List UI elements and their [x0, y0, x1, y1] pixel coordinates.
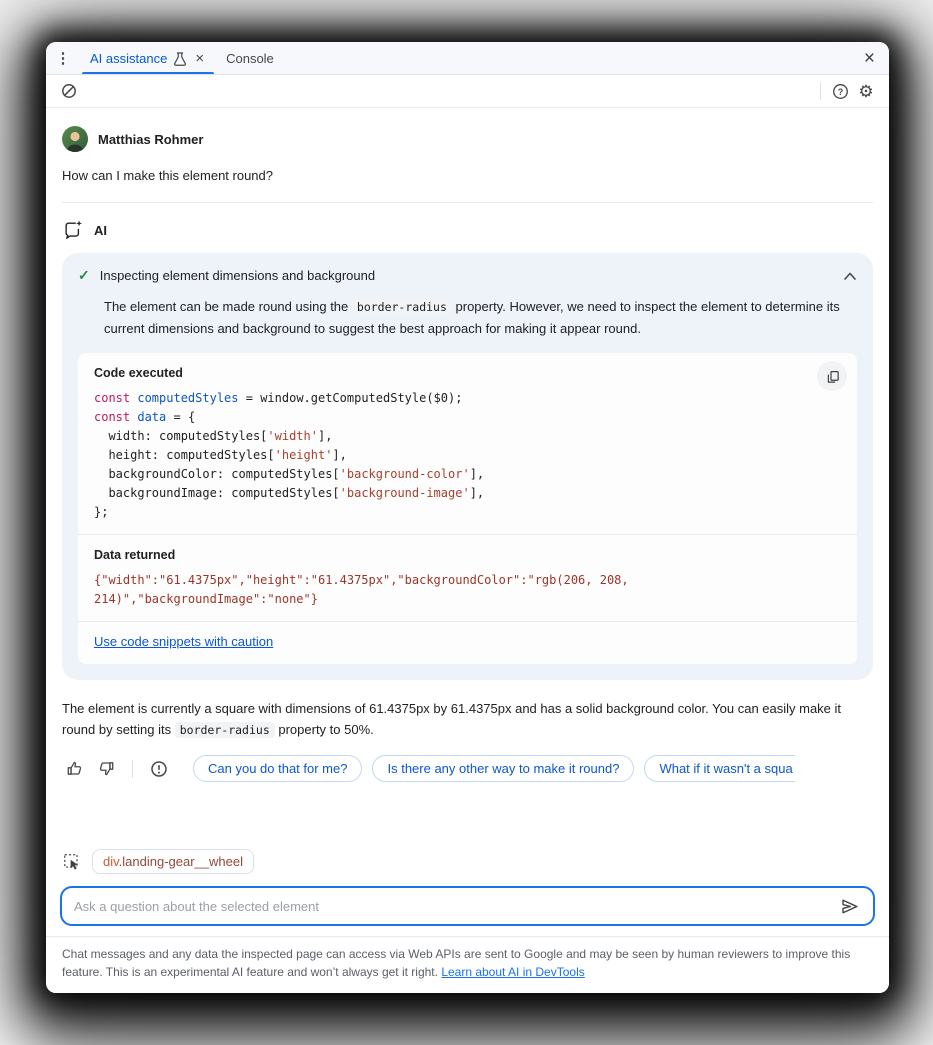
tab-console-label: Console — [226, 50, 274, 66]
copy-code-button[interactable] — [817, 361, 847, 391]
vertical-dots-icon: ⋮ — [55, 50, 71, 67]
ai-spark-bubble-icon — [62, 219, 84, 241]
selected-element-chip[interactable] — [92, 849, 254, 874]
panel-toolbar — [46, 75, 889, 108]
user-message-text: How can I make this element round? — [62, 168, 273, 183]
data-returned-section — [78, 535, 857, 621]
thumbs-down-icon — [97, 759, 116, 778]
message-divider — [62, 202, 873, 203]
close-devtools-button[interactable] — [860, 42, 879, 75]
suggestion-chip-clipped[interactable]: What if it wasn't a squa — [644, 755, 794, 782]
user-message-header — [62, 126, 873, 152]
gear-icon: ⚙ — [858, 81, 874, 101]
composer-area — [46, 837, 889, 993]
step-title: Inspecting element dimensions and background — [99, 268, 376, 283]
selected-element-tag: div — [103, 854, 119, 869]
summary-text-before: The element is currently a square with dimensions of 61.4375px by 61.4375px and has a solid background color. You can easily make it round by setting its — [62, 701, 842, 737]
report-icon — [150, 760, 168, 778]
data-returned-value: {"width":"61.4375px","height":"61.4375px","backgroundColor":"rgb(206, 208, 214)","backgroundImage":"none"} — [94, 573, 629, 606]
feedback-row — [62, 755, 889, 782]
question-input-box — [60, 886, 875, 926]
checkmark-icon: ✓ — [78, 267, 90, 283]
learn-about-ai-link[interactable]: Learn about AI in DevTools — [441, 965, 585, 979]
disclaimer-footer — [46, 936, 889, 993]
devtools-window — [46, 42, 889, 993]
devtools-tabbar — [46, 42, 889, 75]
selected-element-classes: .landing-gear__wheel — [118, 854, 243, 869]
data-returned-title: Data returned — [94, 548, 176, 562]
more-menu-button[interactable] — [46, 42, 80, 74]
suggestion-chips — [193, 755, 889, 782]
send-icon — [840, 897, 859, 916]
intro-text-after: property. However, we need to inspect the element to determine its current dimensions and background to suggest the best approach for making it appear round. — [104, 299, 840, 336]
tab-console[interactable] — [216, 42, 284, 74]
report-button[interactable] — [147, 757, 171, 781]
suggestion-chip[interactable]: Is there any other way to make it round? — [372, 755, 634, 782]
feedback-divider — [132, 760, 133, 778]
ai-label: AI — [94, 222, 107, 238]
disclaimer-text: Chat messages and any data the inspected page can access via Web APIs are sent to Google and may be seen by human reviewers to improve this feature. This is an experimental AI feature and won’t always get it right. — [62, 947, 851, 979]
tab-ai-assistance-label: AI assistance — [90, 50, 168, 66]
thumbs-down-button[interactable] — [94, 757, 118, 781]
inline-code-border-radius: border-radius — [175, 722, 275, 738]
tab-ai-assistance[interactable] — [80, 42, 216, 74]
ai-step-card — [62, 253, 873, 680]
executed-code: const computedStyles = window.getComputedStyle($0); const data = { width: computedStyles['width'], height: computedStyles['height'], backgroundColor: computedStyles['background-color'], backgroundImage: computedStyles['background-image'], }; — [94, 391, 485, 519]
inline-code-border-radius: border-radius — [352, 299, 452, 315]
code-executed-title: Code executed — [94, 366, 183, 380]
question-input[interactable] — [74, 899, 835, 914]
code-execution-panel — [78, 353, 857, 664]
user-name: Matthias Rohmer — [98, 131, 204, 147]
avatar — [62, 126, 88, 152]
selected-element-row — [46, 837, 889, 882]
svg-text:?: ? — [837, 86, 843, 97]
ai-message-header — [62, 219, 873, 241]
caution-row — [78, 622, 857, 664]
thumbs-up-button[interactable] — [62, 757, 86, 781]
close-icon: × — [863, 47, 875, 69]
send-button[interactable] — [835, 892, 863, 920]
chat-scroll-area — [46, 108, 889, 837]
step-header[interactable] — [78, 267, 857, 284]
experiment-flask-icon — [173, 51, 187, 66]
suggestion-chip[interactable]: Can you do that for me? — [193, 755, 362, 782]
code-executed-section — [78, 353, 857, 534]
block-icon — [61, 83, 77, 99]
step-intro-paragraph — [104, 296, 857, 339]
summary-text-after: property to 50%. — [274, 722, 374, 737]
ai-summary-paragraph — [62, 698, 873, 741]
help-button[interactable] — [827, 78, 853, 104]
help-icon — [832, 83, 849, 100]
code-caution-link[interactable]: Use code snippets with caution — [94, 634, 274, 649]
toolbar-divider — [820, 82, 821, 100]
inspect-element-icon[interactable] — [62, 852, 82, 872]
settings-button[interactable] — [853, 78, 879, 104]
tab-close-icon[interactable]: × — [195, 49, 205, 67]
intro-text-before: The element can be made round using the — [104, 299, 352, 314]
clear-chat-button[interactable] — [56, 78, 82, 104]
copy-icon — [825, 369, 840, 384]
thumbs-up-icon — [65, 759, 84, 778]
chevron-up-icon[interactable] — [843, 271, 857, 281]
